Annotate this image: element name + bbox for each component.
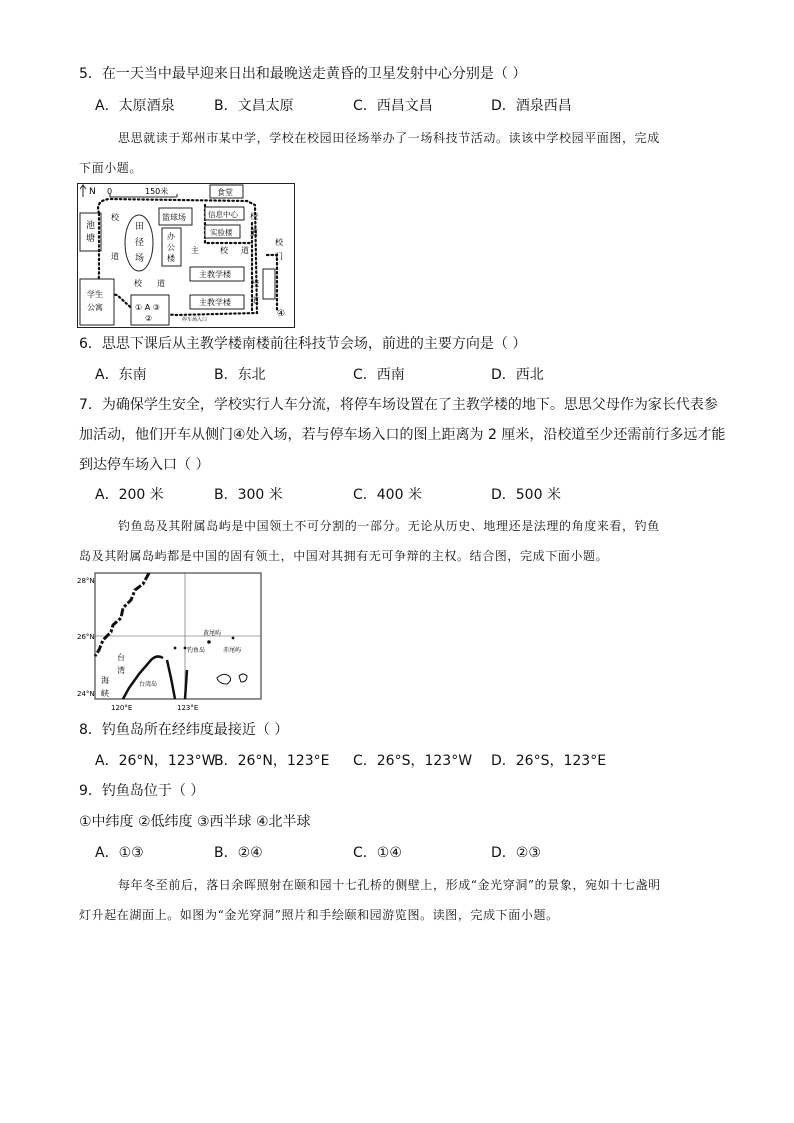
q5-option-d: D．酒泉西昌	[491, 98, 572, 114]
track-label-2: 径	[135, 238, 145, 248]
venue-marks-row1: ① A ③	[135, 303, 160, 312]
q7-option-d: D．500 米	[491, 487, 561, 503]
intro2-line2: 岛及其附属岛屿都是中国的固有领土，中国对其拥有无可争辩的主权。结合图，完成下面小题。	[79, 549, 609, 563]
q7-option-a: A．200 米	[95, 487, 164, 503]
q9-option-b: B．②④	[214, 845, 263, 861]
chiwei-island-dot	[232, 637, 235, 640]
strait-label-3: 海	[101, 676, 109, 685]
strait-label-4: 峡	[101, 689, 109, 698]
pond-label-2: 塘	[86, 234, 96, 244]
road-label-a: 校	[111, 213, 119, 222]
student-dorm	[80, 279, 114, 325]
lat-26-label: 26°N	[77, 633, 95, 641]
chiwei-label: 赤尾屿	[223, 647, 242, 654]
main-building-north-label: 主教学楼	[199, 270, 231, 279]
lab-label: 实验楼	[210, 228, 233, 237]
small-island-2	[184, 647, 187, 650]
pond-label-1: 池	[86, 221, 96, 231]
intro2-line1: 钓鱼岛及其附属岛屿是中国领土不可分割的一部分。无论从历史、地理还是法理的角度来看，钓鱼	[118, 519, 660, 533]
road-label-h: 校	[250, 212, 258, 221]
road-label-b: 道	[111, 252, 119, 261]
small-island-1	[174, 647, 177, 650]
strait-label-1: 台	[117, 653, 125, 662]
diaoyu-map	[77, 570, 267, 712]
info-label: 信息中心	[208, 210, 238, 219]
road-label-c: 校	[134, 279, 142, 288]
office-label-2: 公	[167, 243, 175, 252]
dorm-label-1: 学生	[87, 290, 103, 299]
road-label-e: 主	[191, 246, 199, 255]
q8-option-d: D．26°S，123°E	[491, 753, 607, 769]
scale-zero: 0	[107, 187, 113, 196]
q8-option-a: A．26°N，123°W	[95, 753, 216, 769]
intro1-line1: 思思就读于郑州市某中学，学校在校园田径场举办了一场科技节活动。读该中学校园平面图，完成	[118, 131, 660, 145]
q6-option-a: A．东南	[95, 367, 147, 383]
gate-label-1: 校	[275, 238, 283, 247]
road-label-k: 道	[251, 296, 259, 305]
gate-building	[263, 269, 275, 299]
dorm-label-2: 公寓	[87, 303, 103, 312]
scale-length: 150米	[145, 187, 169, 196]
q7-line2: 加活动，他们开车从侧门④处入场，若与停车场入口的图上距离为 2 厘米，沿校道至少还需前行多远才能	[79, 427, 726, 443]
q9-option-c: C．①④	[353, 845, 402, 861]
strait-label-2: 湾	[117, 666, 125, 675]
q8-option-c: C．26°S，123°W	[353, 753, 473, 769]
road-label-d: 道	[157, 279, 165, 288]
q9-option-a: A．①③	[95, 845, 144, 861]
huangwei-label: 黄尾屿	[203, 630, 222, 637]
track-label-1: 田	[135, 222, 145, 232]
lon-120-label: 120°E	[111, 704, 133, 712]
lon-123-label: 123°E	[177, 704, 199, 712]
q7-option-b: B．300 米	[214, 487, 283, 503]
intro3-line1: 每年冬至前后，落日余晖照射在颐和园十七孔桥的侧壁上，形成“金光穿洞”的景象，宛如十七盏明	[118, 878, 661, 892]
north-label: N	[89, 187, 96, 197]
q7-line1: 7．为确保学生安全，学校实行人车分流，将停车场设置在了主教学楼的地下。思思父母作为家长代表参	[79, 397, 718, 413]
q7-option-c: C．400 米	[353, 487, 422, 503]
diaoyu-label: 钓鱼岛	[187, 647, 206, 654]
q5-option-b: B．文昌太原	[214, 98, 294, 114]
diaoyu-island-dot	[207, 640, 211, 644]
q5-option-c: C．西昌文昌	[353, 98, 433, 114]
office-label-3: 楼	[167, 254, 175, 263]
pond	[80, 213, 101, 251]
road-label-g: 道	[241, 246, 249, 255]
intro3-line2: 灯升起在湖面上。如图为“金光穿洞”照片和手绘颐和园游览图。读图，完成下面小题。	[79, 908, 559, 922]
gate-label-2: 门	[275, 252, 283, 261]
q5-option-a: A．太原酒泉	[95, 98, 175, 114]
intro1-line2: 下面小题。	[79, 161, 143, 175]
q6-stem: 6．思思下课后从主教学楼南楼前往科技节会场，前进的主要方向是（ ）	[79, 336, 527, 352]
q7-line3: 到达停车场入口（ ）	[79, 457, 210, 473]
lat-28-label: 28°N	[77, 577, 95, 585]
side-gate-label: ④	[277, 309, 286, 319]
parking-entrance-label: 停车场入口	[182, 317, 208, 323]
venue-marks-row2: ②	[145, 314, 153, 323]
road-label-i: 道	[250, 228, 258, 237]
q9-option-d: D．②③	[491, 845, 541, 861]
campus-map	[77, 183, 295, 328]
lat-24-label: 24°N	[77, 690, 95, 698]
q6-option-d: D．西北	[491, 367, 544, 383]
q8-option-b: B．26°N，123°E	[214, 753, 330, 769]
q9-choices: ①中纬度 ②低纬度 ③西半球 ④北半球	[79, 814, 311, 830]
q9-stem: 9．钓鱼岛位于（ ）	[79, 783, 205, 799]
canteen-label: 食堂	[217, 188, 233, 197]
road-label-f: 校	[220, 246, 228, 255]
q8-stem: 8．钓鱼岛所在经纬度最接近（ ）	[79, 722, 289, 738]
basketball-label: 篮球场	[162, 213, 186, 222]
q5-stem: 5．在一天当中最早迎来日出和最晚送走黄昏的卫星发射中心分别是（ ）	[79, 66, 527, 82]
office-label-1: 办	[167, 232, 175, 241]
q6-option-b: B．东北	[214, 367, 266, 383]
taiwan-label: 台湾岛	[139, 681, 158, 688]
track-label-3: 场	[135, 254, 145, 264]
q6-option-c: C．西南	[353, 367, 405, 383]
road-label-j: 校	[251, 279, 259, 288]
main-building-south-label: 主教学楼	[199, 298, 231, 307]
